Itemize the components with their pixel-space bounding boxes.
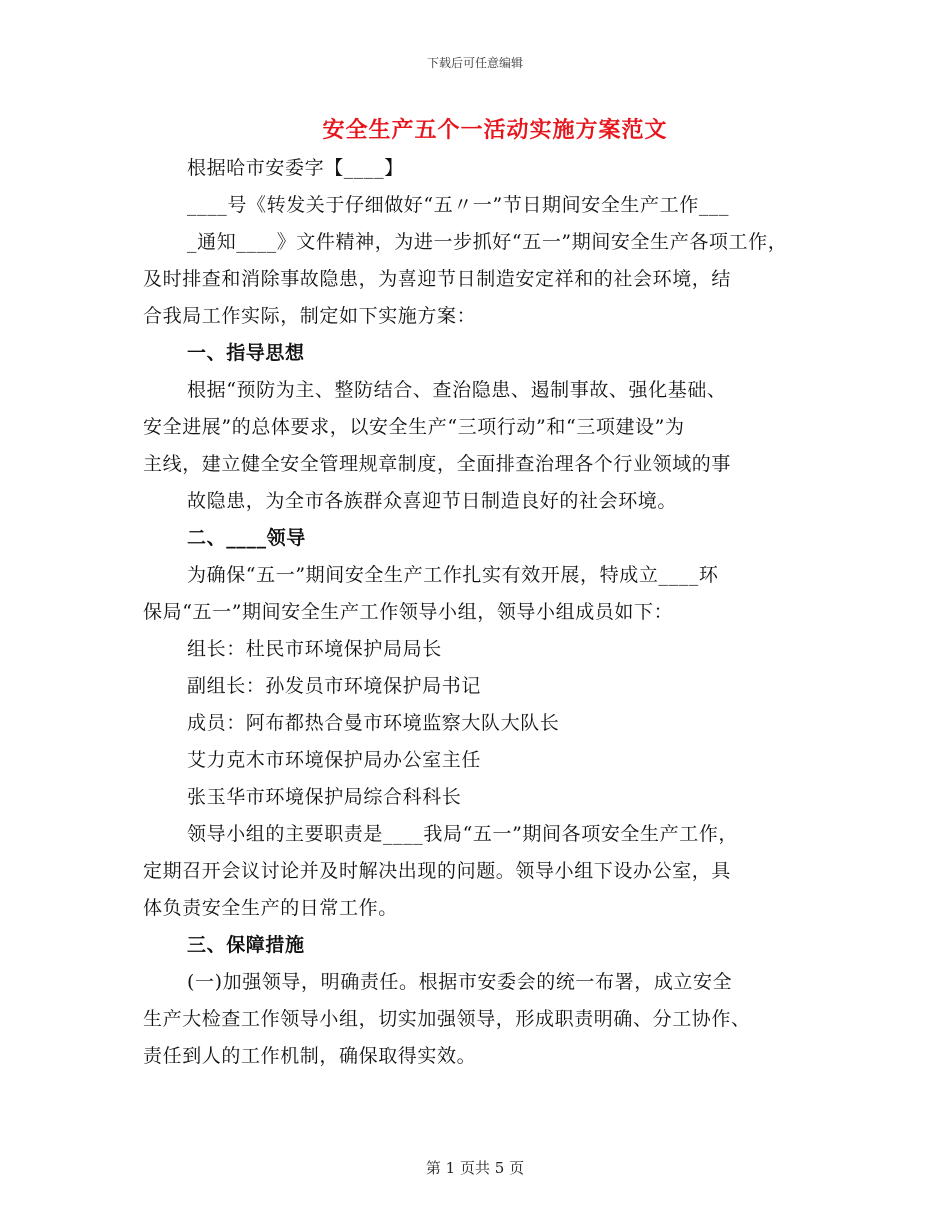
section-heading: 二、____领导	[187, 527, 306, 549]
document-title: 安全生产五个一活动实施方案范文	[322, 117, 668, 143]
paragraph-line: 保局“五一”期间安全生产工作领导小组，领导小组成员如下：	[143, 601, 674, 623]
paragraph-line: 责任到人的工作机制，确保取得实效。	[143, 1045, 477, 1067]
document-body	[143, 150, 815, 1075]
section-heading: 三、保障措施	[187, 934, 305, 956]
paragraph-line: 定期召开会议讨论并及时解决出现的问题。领导小组下设办公室，具	[143, 860, 732, 882]
paragraph-line: 艾力克木市环境保护局办公室主任	[187, 749, 482, 771]
paragraph-line: 主线，建立健全安全管理规章制度，全面排查治理各个行业领域的事	[143, 453, 732, 475]
paragraph-line: 合我局工作实际，制定如下实施方案：	[143, 305, 477, 327]
paragraph-line: 根据“预防为主、整防结合、查治隐患、遏制事故、强化基础、	[187, 379, 727, 401]
paragraph-line: 组长：杜民市环境保护局局长	[187, 638, 442, 660]
paragraph-line: 体负责安全生产的日常工作。	[143, 897, 398, 919]
paragraph-line: 安全进展”的总体要求，以安全生产“三项行动”和“三项建设”为	[143, 416, 685, 438]
paragraph-line: (一)加强领导，明确责任。根据市安委会的统一布署，成立安全	[187, 971, 733, 993]
paragraph-line: 副组长：孙发员市环境保护局书记	[187, 675, 482, 697]
page-footer: 第 1 页共 5 页	[425, 1159, 525, 1177]
paragraph-line: ____号《转发关于仔细做好“五〃一”节日期间安全生产工作___	[187, 194, 730, 216]
section-heading: 一、指导思想	[187, 342, 305, 364]
paragraph-line: 张玉华市环境保护局综合科科长	[187, 786, 462, 808]
paragraph-line: 为确保“五一”期间安全生产工作扎实有效开展，特成立____环	[187, 564, 719, 586]
paragraph-line: 及时排查和消除事故隐患，为喜迎节日制造安定祥和的社会环境，结	[143, 268, 732, 290]
paragraph-line: 根据哈市安委字【____】	[187, 157, 404, 179]
paragraph-line: 领导小组的主要职责是____我局“五一”期间各项安全生产工作，	[187, 823, 739, 845]
paragraph-line: 生产大检查工作领导小组，切实加强领导，形成职责明确、分工协作、	[143, 1008, 751, 1030]
header-note: 下载后可任意编辑	[426, 56, 523, 70]
paragraph-line: _通知____》文件精神，为进一步抓好“五一”期间安全生产各项工作，	[187, 231, 788, 253]
paragraph-line: 成员：阿布都热合曼市环境监察大队大队长	[187, 712, 560, 734]
paragraph-line: 故隐患，为全市各族群众喜迎节日制造良好的社会环境。	[187, 490, 678, 512]
